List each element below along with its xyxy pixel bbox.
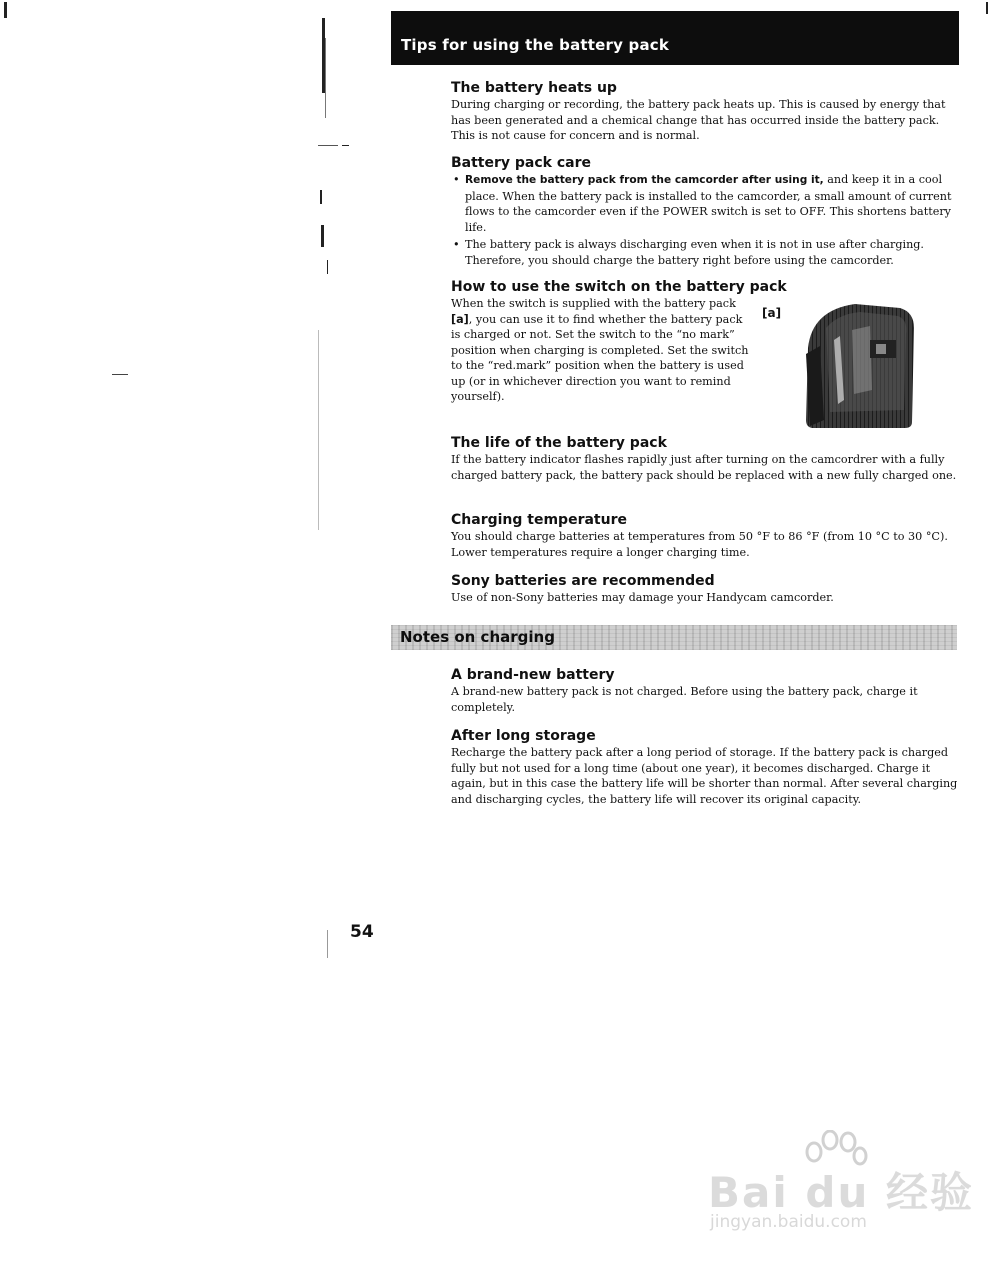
section-sony-batteries: [451, 573, 959, 606]
heading-charging-temperature: Charging temperature: [451, 512, 627, 528]
scan-mark: [986, 2, 988, 14]
watermark-logo-text: Bai du 经验: [708, 1168, 974, 1217]
text-battery-life: If the battery indicator flashes rapidly just after turning on the camcordrer with a fully charged battery pack, the battery pack should be replaced with a new fully charged one.: [451, 453, 957, 482]
text-switch-part: When the switch is supplied with the battery pack: [451, 297, 736, 310]
section-brand-new-battery: [451, 667, 959, 715]
text-charging-temperature: You should charge batteries at temperatures from 50 °F to 86 °F (from 10 °C to 30 °C). Lower temperatures require a longer charging time.: [451, 530, 948, 559]
watermark-url: jingyan.baidu.com: [710, 1212, 867, 1232]
heading-battery-life: The life of the battery pack: [451, 435, 667, 451]
page-number: 54: [350, 922, 374, 942]
section-battery-heats: [451, 80, 959, 144]
text-switch-part: , you can use it to find whether the battery pack is charged or not. Set the switch to the “no mark” position when charging is completed. Set the switch to the “red.mark” position when the battery is used up (or in whichever direction you want to remind yourself).: [451, 312, 749, 403]
section-header-bar: [391, 11, 959, 65]
battery-pack-icon: [760, 300, 920, 430]
heading-long-storage: After long storage: [451, 728, 596, 744]
care-item-text: The battery pack is always discharging even when it is not in use after charging. Therefore, you should charge the battery right before using the camcorder.: [465, 238, 924, 267]
notes-header-bar: [391, 625, 957, 650]
section-long-storage: [451, 728, 959, 807]
care-item-bold: Remove the battery pack from the camcorder after using it,: [465, 174, 824, 186]
section-battery-life: [451, 435, 959, 483]
scan-mark: [325, 38, 326, 118]
battery-pack-illustration: [760, 300, 920, 430]
text-battery-heats: During charging or recording, the battery pack heats up. This is caused by energy that has been generated and a chemical change that has occurred inside the battery pack. This is not cause for concern and is normal.: [451, 98, 946, 142]
text-switch: [451, 296, 751, 405]
care-list: [451, 172, 959, 268]
heading-sony-batteries: Sony batteries are recommended: [451, 573, 715, 589]
scan-mark: [320, 190, 322, 204]
heading-battery-heats: The battery heats up: [451, 80, 617, 96]
care-item-text: and keep it in a cool place. When the battery pack is installed to the camcorder, a small amount of current flows to the camcorder even if the POWER switch is set to OFF. This shortens battery life.: [465, 173, 952, 234]
scan-mark: [321, 225, 324, 247]
scan-mark: [327, 930, 328, 958]
text-long-storage: Recharge the battery pack after a long period of storage. If the battery pack is charged fully but not used for a long time (about one year), it becomes discharged. Charge it again, but in this case the battery life will be shorter than normal. After several charging and discharging cycles, the battery life will recover its original capacity.: [451, 746, 958, 806]
figure-reference: [a]: [451, 312, 469, 326]
section-charging-temperature: [451, 512, 959, 560]
text-brand-new-battery: A brand-new battery pack is not charged. Before using the battery pack, charge it completely.: [451, 685, 918, 714]
watermark: [700, 1130, 974, 1240]
care-item: [451, 172, 959, 235]
text-sony-batteries: Use of non-Sony batteries may damage your Handycam camcorder.: [451, 591, 834, 604]
scan-mark: [342, 145, 349, 146]
scan-mark: [4, 2, 7, 18]
scan-mark: [318, 145, 338, 146]
heading-switch: How to use the switch on the battery pack: [451, 279, 787, 295]
notes-title: Notes on charging: [400, 628, 555, 646]
scan-mark: [112, 374, 128, 375]
heading-battery-care: Battery pack care: [451, 155, 591, 171]
section-title: Tips for using the battery pack: [401, 36, 670, 54]
scan-mark: [327, 260, 328, 274]
section-battery-care: [451, 155, 959, 268]
scan-mark: [318, 330, 319, 530]
heading-brand-new-battery: A brand-new battery: [451, 667, 615, 683]
figure-label: [a]: [762, 306, 782, 320]
care-item: [451, 237, 959, 268]
